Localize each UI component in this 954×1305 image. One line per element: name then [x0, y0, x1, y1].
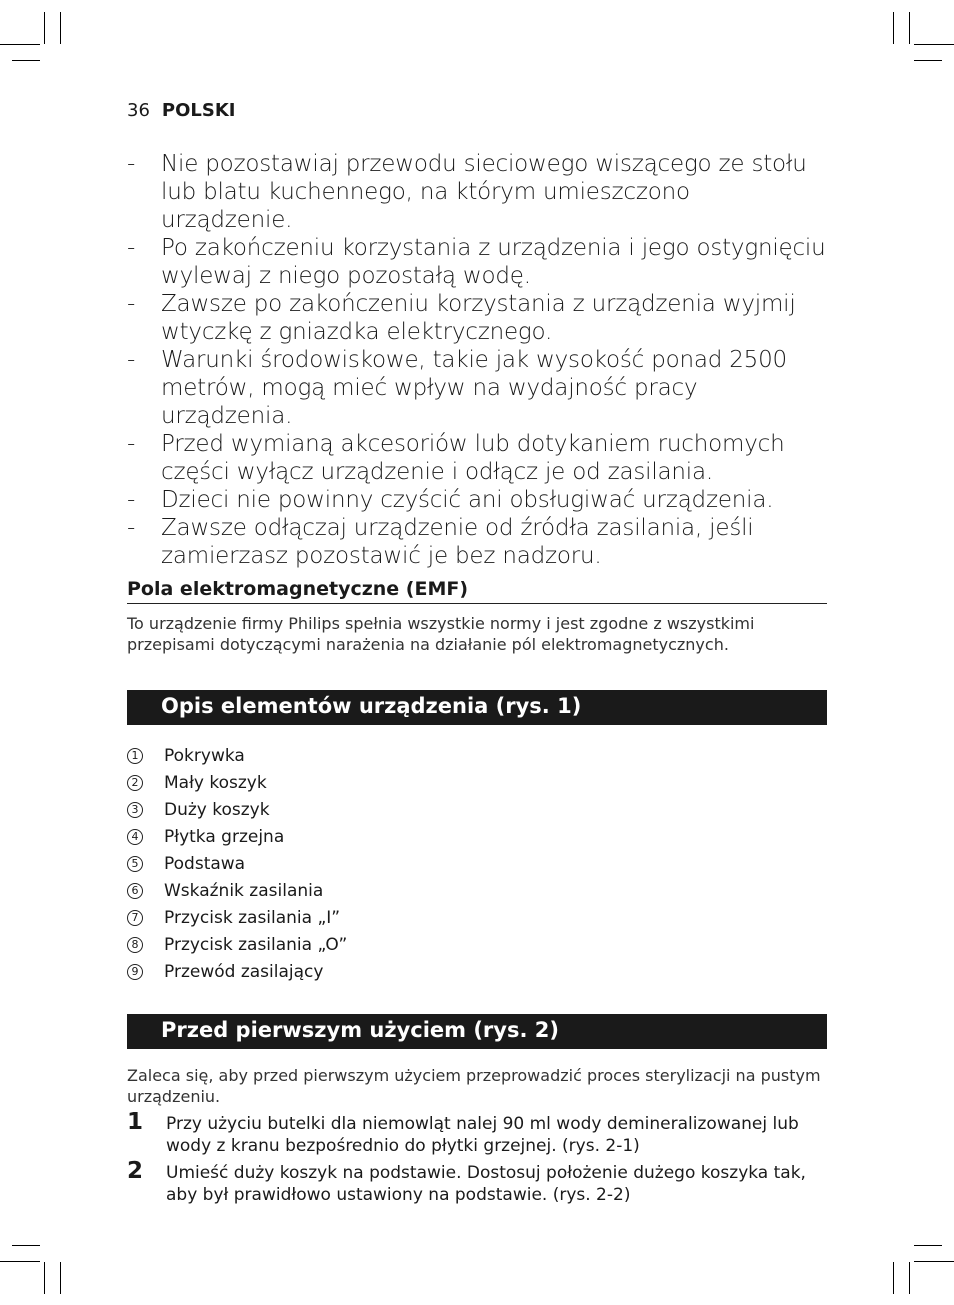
part-item [127, 823, 347, 850]
step-item [127, 1158, 827, 1206]
crop-mark [44, 1262, 45, 1294]
part-label: Pokrywka [164, 745, 245, 766]
part-label: Przewód zasilający [164, 961, 324, 982]
warning-item: - Zawsze po zakończeniu korzystania z urządzenia wyjmij wtyczkę z gniazdka elektrycznego. [127, 291, 796, 345]
circled-number: 7 [127, 910, 143, 926]
bullet-dash: - [127, 431, 136, 457]
crop-mark [60, 1262, 61, 1294]
emf-paragraph: To urządzenie firmy Philips spełnia wszystkie normy i jest zgodne z wszystkimi przepisami dotyczącymi narażenia na działanie pól elektromagnetycznych. [127, 614, 755, 654]
step-text: Przy użyciu butelki dla niemowląt nalej 90 ml wody demineralizowanej lub wody z kranu bezpośrednio do płytki grzejnej. (rys. 2-1) [166, 1114, 799, 1156]
warning-item: - Zawsze odłączaj urządzenie od źródła zasilania, jeśli zamierzasz pozostawić je bez nadzoru. [127, 515, 754, 569]
section-title: Przed pierwszym użyciem (rys. 2) [161, 1018, 559, 1042]
section-bar-description [127, 690, 827, 725]
part-label: Płytka grzejna [164, 826, 285, 847]
crop-mark [914, 1245, 942, 1246]
circled-number: 2 [127, 775, 143, 791]
circled-number: 4 [127, 829, 143, 845]
part-label: Wskaźnik zasilania [164, 880, 324, 901]
part-label: Przycisk zasilania „I” [164, 907, 341, 928]
part-label: Mały koszyk [164, 772, 267, 793]
crop-mark [12, 60, 40, 61]
steps-list [127, 1109, 827, 1211]
crop-mark [909, 12, 910, 44]
warning-list [127, 150, 827, 570]
parts-list [127, 742, 347, 985]
circled-number: 3 [127, 802, 143, 818]
crop-mark [893, 1262, 894, 1294]
bullet-dash: - [127, 515, 136, 541]
crop-mark [914, 1261, 954, 1262]
part-item [127, 877, 347, 904]
warning-item: - Nie pozostawiaj przewodu sieciowego wiszącego ze stołu lub blatu kuchennego, na którym umieszczono urządzenie. [127, 151, 807, 233]
circled-number: 8 [127, 937, 143, 953]
circled-number: 5 [127, 856, 143, 872]
crop-mark [0, 44, 40, 45]
part-item [127, 850, 347, 877]
step-number: 1 [127, 1109, 144, 1135]
bullet-dash: - [127, 487, 136, 513]
crop-mark [914, 60, 942, 61]
part-item [127, 904, 347, 931]
bullet-dash: - [127, 347, 136, 373]
crop-mark [0, 1261, 40, 1262]
first-use-intro: Zaleca się, aby przed pierwszym użyciem przeprowadzić proces sterylizacji na pustym urządzeniu. [127, 1066, 821, 1106]
bullet-dash: - [127, 235, 136, 261]
step-number: 2 [127, 1158, 144, 1184]
step-text: Umieść duży koszyk na podstawie. Dostosuj położenie dużego koszyka tak, aby był prawidłowo ustawiony na podstawie. (rys. 2-2) [166, 1163, 806, 1205]
crop-mark [893, 12, 894, 44]
page-header [127, 100, 235, 121]
warning-item: - Przed wymianą akcesoriów lub dotykaniem ruchomych części wyłącz urządzenie i odłącz je od zasilania. [127, 431, 785, 485]
page-number: 36 [127, 100, 150, 121]
circled-number: 6 [127, 883, 143, 899]
crop-mark [12, 1245, 40, 1246]
emf-heading: Pola elektromagnetyczne (EMF) [127, 578, 469, 600]
section-bar-first-use [127, 1014, 827, 1049]
part-item [127, 742, 347, 769]
part-item [127, 769, 347, 796]
crop-mark [60, 12, 61, 44]
language-label: POLSKI [161, 100, 236, 121]
bullet-dash: - [127, 291, 136, 317]
crop-mark [909, 1262, 910, 1294]
warning-item: - Warunki środowiskowe, takie jak wysokość ponad 2500 metrów, mogą mieć wpływ na wydajność pracy urządzenia. [127, 347, 787, 429]
part-label: Duży koszyk [164, 799, 270, 820]
heading-rule [127, 603, 827, 604]
section-title: Opis elementów urządzenia (rys. 1) [161, 694, 582, 718]
step-item [127, 1109, 827, 1157]
part-item [127, 796, 347, 823]
circled-number: 9 [127, 964, 143, 980]
crop-mark [44, 12, 45, 44]
warning-item: - Dzieci nie powinny czyścić ani obsługiwać urządzenia. [127, 487, 774, 513]
warning-item: - Po zakończeniu korzystania z urządzenia i jego ostygnięciu wylewaj z niego pozostałą wodę. [127, 235, 826, 289]
crop-mark [914, 44, 954, 45]
circled-number: 1 [127, 748, 143, 764]
part-item [127, 931, 347, 958]
part-label: Przycisk zasilania „O” [164, 934, 348, 955]
bullet-dash: - [127, 151, 136, 177]
part-label: Podstawa [164, 853, 246, 874]
part-item [127, 958, 347, 985]
